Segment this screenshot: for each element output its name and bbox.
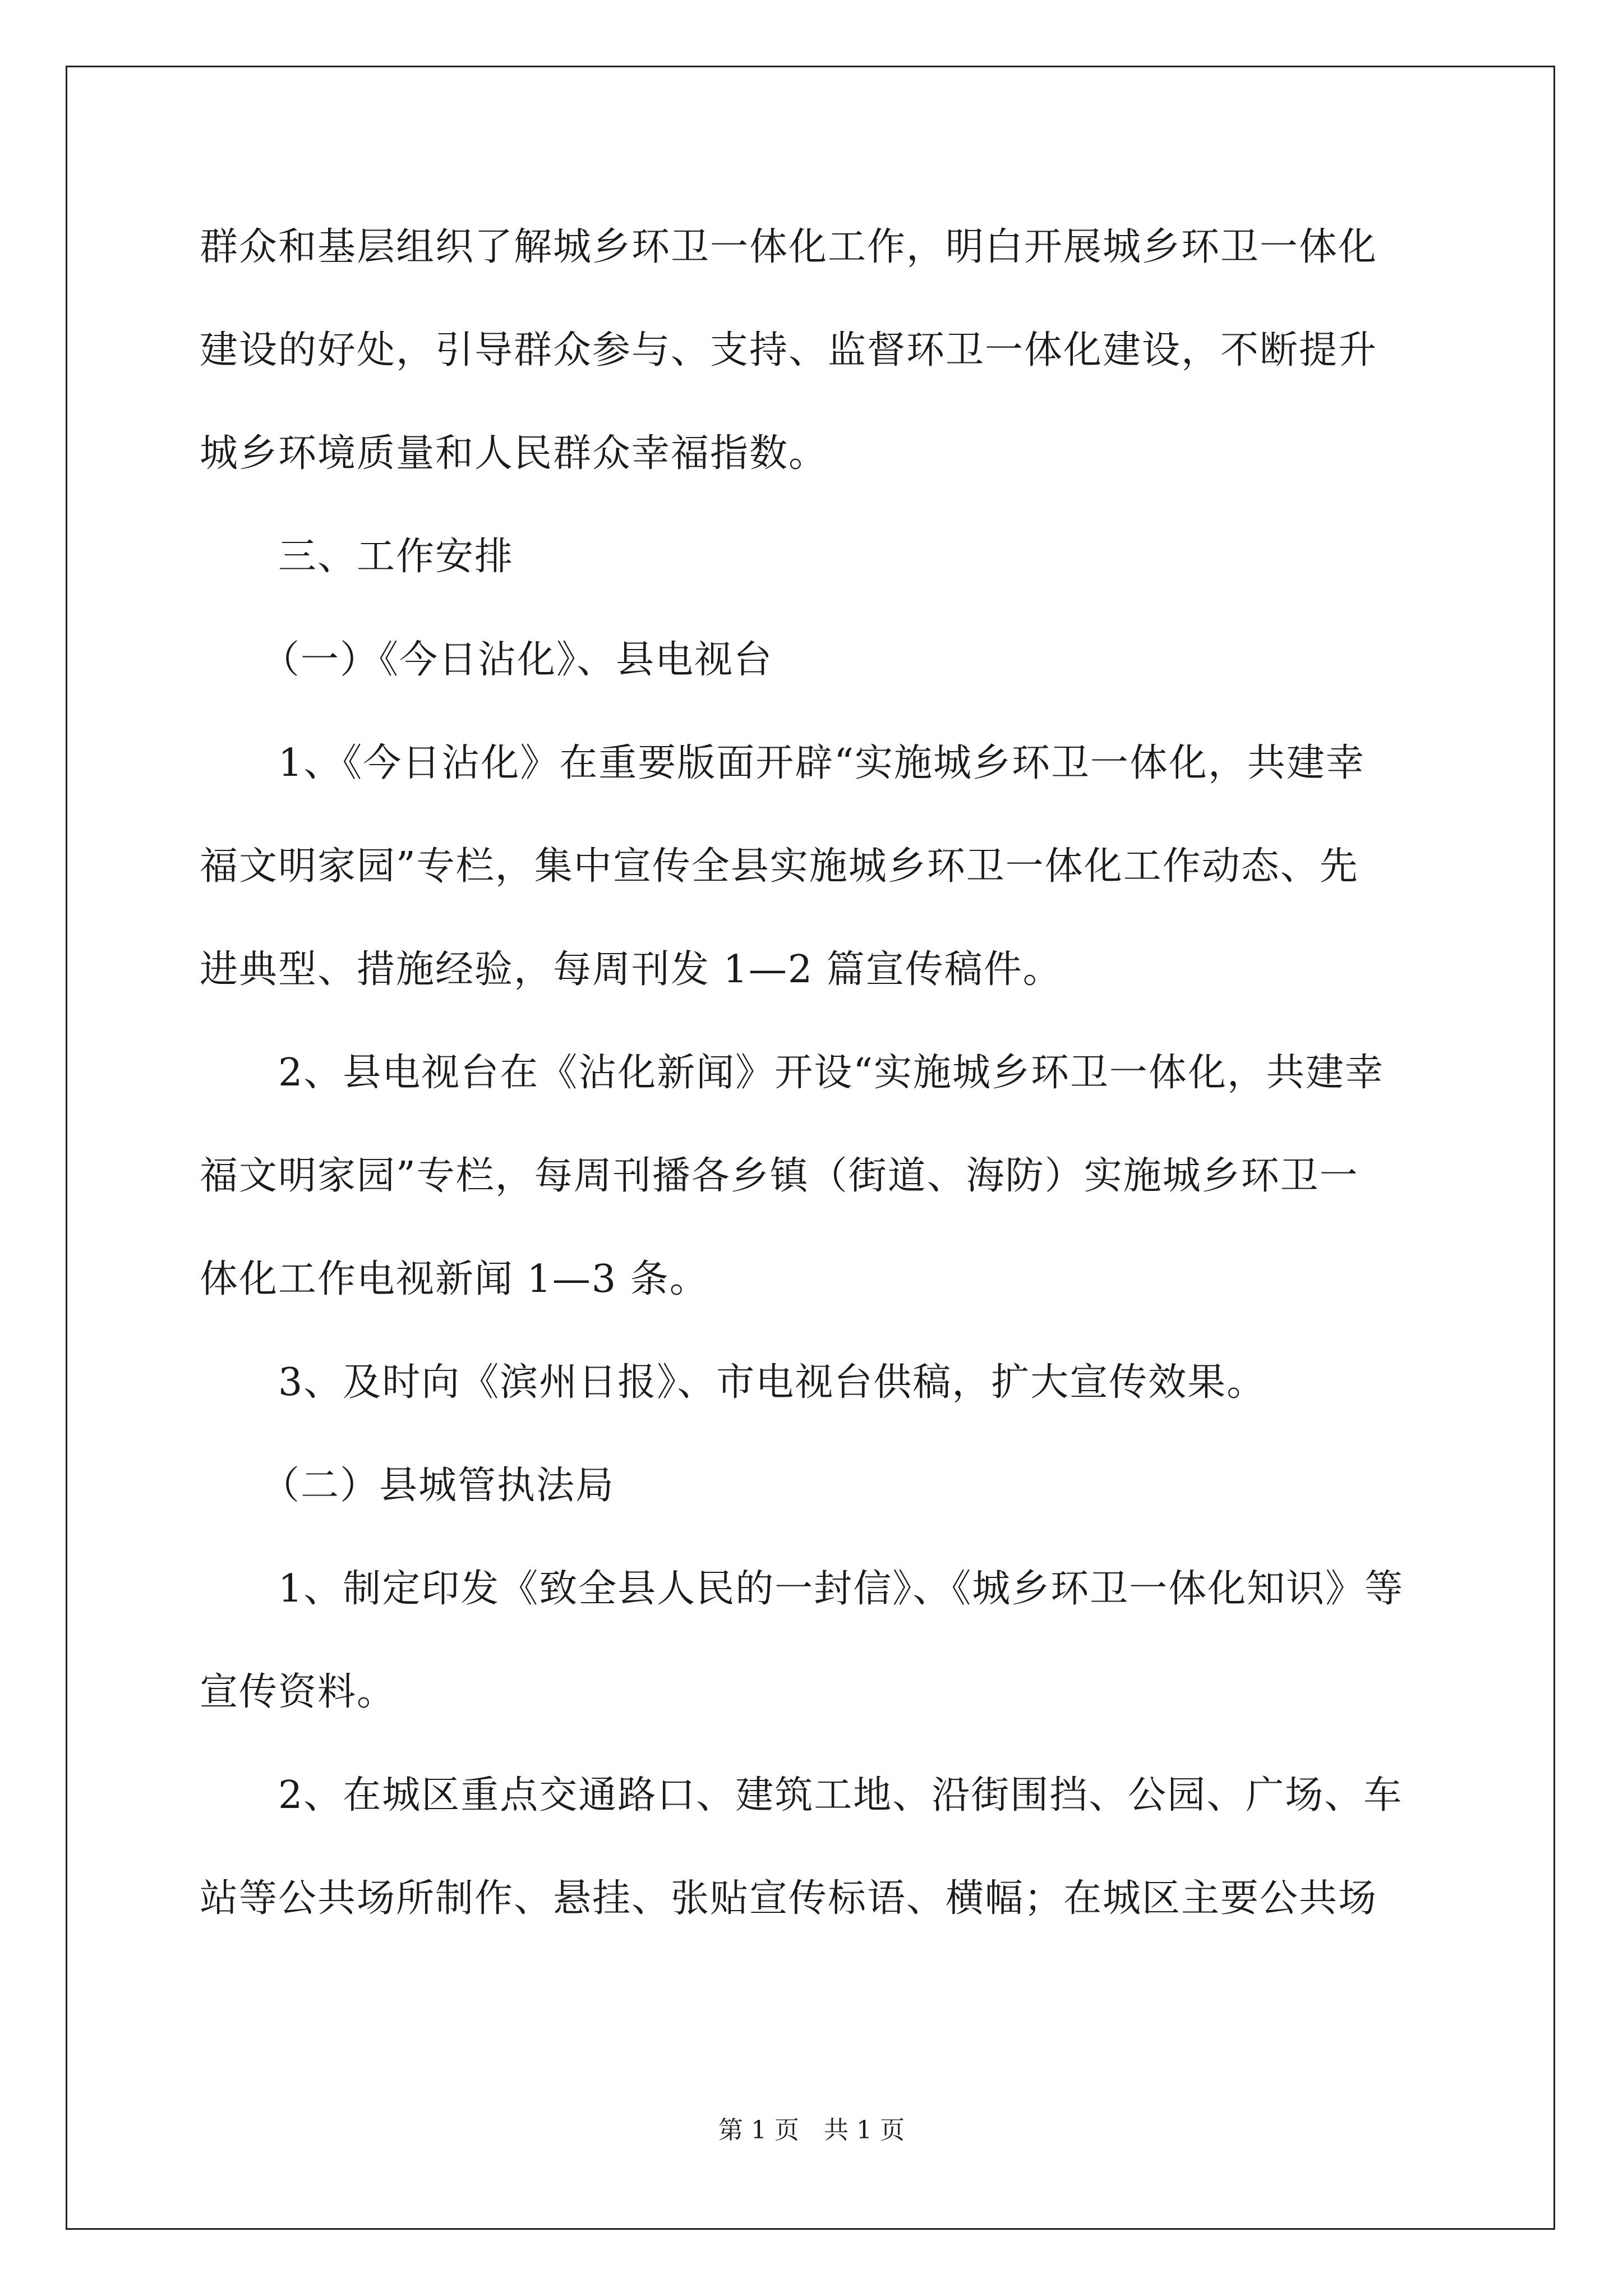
body-line: 福文明家园”专栏，每周刊播各乡镇（街道、海防）实施城乡环卫一 xyxy=(200,1154,1359,1198)
page-footer xyxy=(0,2115,1623,2146)
document-body xyxy=(200,222,1422,1976)
body-line: 群众和基层组织了解城乡环卫一体化工作，明白开展城乡环卫一体化 xyxy=(200,225,1378,269)
section-heading: 三、工作安排 xyxy=(278,535,514,579)
body-line: 3、及时向《滨州日报》、市电视台供稿，扩大宣传效果。 xyxy=(278,1360,1266,1405)
body-line: 站等公共场所制作、悬挂、张贴宣传标语、横幅；在城区主要公共场 xyxy=(200,1876,1378,1921)
body-line: 建设的好处，引导群众参与、支持、监督环卫一体化建设，不断提升 xyxy=(200,328,1378,372)
body-line: 福文明家园”专栏，集中宣传全县实施城乡环卫一体化工作动态、先 xyxy=(200,844,1359,889)
body-line: 宣传资料。 xyxy=(200,1670,396,1714)
body-line: 体化工作电视新闻 1—3 条。 xyxy=(200,1257,709,1301)
body-line: 城乡环境质量和人民群众幸福指数。 xyxy=(200,431,828,476)
body-line: 1、制定印发《致全县人民的一封信》、《城乡环卫一体化知识》等 xyxy=(278,1567,1404,1611)
body-line: 2、在城区重点交通路口、建筑工地、沿街围挡、公园、广场、车 xyxy=(278,1773,1403,1818)
body-line: 1、《今日沾化》在重要版面开辟“实施城乡环卫一体化，共建幸 xyxy=(278,741,1366,785)
page-number-label: 第 1 页 共 1 页 xyxy=(718,2116,905,2145)
body-line: 2、县电视台在《沾化新闻》开设“实施城乡环卫一体化，共建幸 xyxy=(278,1051,1385,1095)
subsection-heading: （一）《今日沾化》、县电视台 xyxy=(261,638,773,682)
body-line: 进典型、措施经验，每周刊发 1—2 篇宣传稿件。 xyxy=(200,947,1062,992)
subsection-heading: （二）县城管执法局 xyxy=(261,1464,615,1508)
